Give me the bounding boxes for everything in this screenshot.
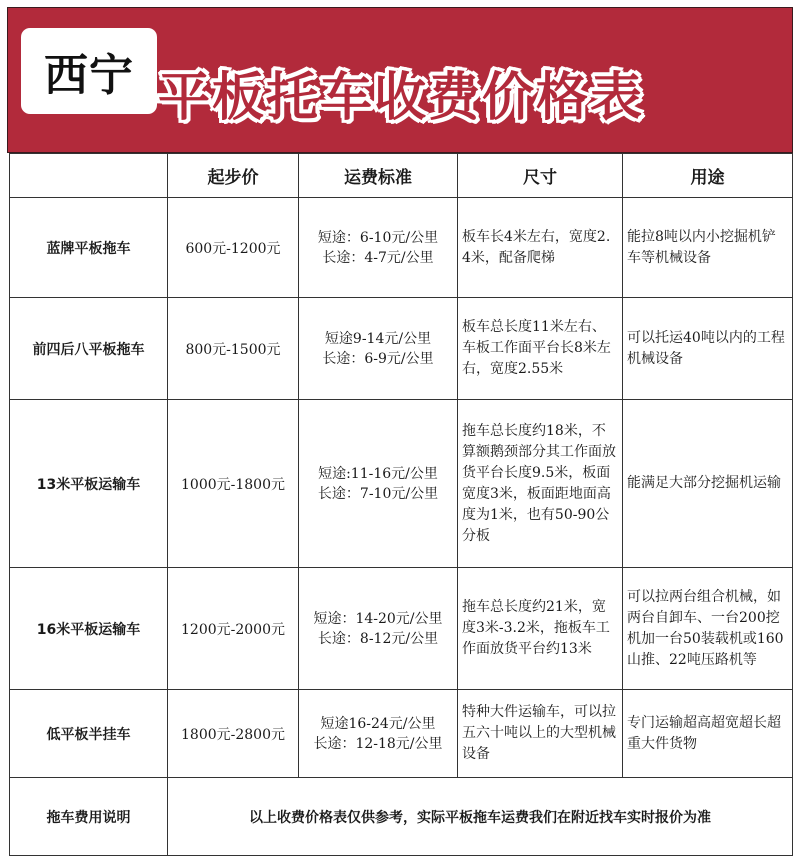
fee-long: 长途：7-10元/公里 xyxy=(317,485,439,502)
header-size: 尺寸 xyxy=(458,154,623,198)
vehicle-name: 16米平板运输车 xyxy=(10,568,168,690)
city-label: 西宁 xyxy=(21,28,157,114)
start-price: 1000元-1800元 xyxy=(168,400,299,568)
size-text: 拖车总长度约21米，宽度3米-3.2米，拖板车工作面放货平台约13米 xyxy=(458,568,623,690)
table-row xyxy=(10,568,793,690)
table-row xyxy=(10,400,793,568)
fee-standard xyxy=(299,568,458,690)
use-text: 能拉8吨以内小挖掘机铲车等机械设备 xyxy=(623,198,793,298)
header-banner xyxy=(7,7,793,153)
use-text: 能满足大部分挖掘机运输 xyxy=(623,400,793,568)
header-empty xyxy=(10,154,168,198)
note-text: 以上收费价格表仅供参考，实际平板拖车运费我们在附近找车实时报价为准 xyxy=(168,778,793,856)
header-use: 用途 xyxy=(623,154,793,198)
fee-standard xyxy=(299,400,458,568)
size-text: 拖车总长度约18米，不算额鹅颈部分其工作面放货平台长度9.5米，板面宽度3米，板面距地面高度为1米，也有50-90公分板 xyxy=(458,400,623,568)
fee-short: 短途:11-16元/公里 xyxy=(318,465,438,482)
fee-short: 短途16-24元/公里 xyxy=(320,715,436,732)
size-text: 特种大件运输车，可以拉五六十吨以上的大型机械设备 xyxy=(458,690,623,778)
price-table xyxy=(9,153,793,856)
table-row xyxy=(10,690,793,778)
table-header-row xyxy=(10,154,793,198)
fee-short: 短途9-14元/公里 xyxy=(324,330,432,347)
fee-short: 短途：14-20元/公里 xyxy=(313,610,443,627)
header-fee: 运费标准 xyxy=(299,154,458,198)
fee-standard xyxy=(299,298,458,400)
page-title: 平板托车收费价格表 xyxy=(158,67,645,128)
table-row xyxy=(10,198,793,298)
vehicle-name: 13米平板运输车 xyxy=(10,400,168,568)
use-text: 可以托运40吨以内的工程机械设备 xyxy=(623,298,793,400)
fee-long: 长途：8-12元/公里 xyxy=(317,630,439,647)
fee-long: 长途：4-7元/公里 xyxy=(322,249,434,266)
fee-standard xyxy=(299,198,458,298)
use-text: 可以拉两台组合机械，如两台自卸车、一台200挖机加一台50装载机或160山推、22吨压路机等 xyxy=(623,568,793,690)
fee-short: 短途：6-10元/公里 xyxy=(317,229,439,246)
note-row xyxy=(10,778,793,856)
fee-standard xyxy=(299,690,458,778)
note-label: 拖车费用说明 xyxy=(10,778,168,856)
start-price: 600元-1200元 xyxy=(168,198,299,298)
table-row xyxy=(10,298,793,400)
size-text: 板车总长度11米左右、车板工作面平台长8米左右，宽度2.55米 xyxy=(458,298,623,400)
vehicle-name: 前四后八平板拖车 xyxy=(10,298,168,400)
fee-long: 长途：12-18元/公里 xyxy=(313,735,443,752)
vehicle-name: 蓝牌平板拖车 xyxy=(10,198,168,298)
header-start-price: 起步价 xyxy=(168,154,299,198)
fee-long: 长途：6-9元/公里 xyxy=(322,350,434,367)
start-price: 1200元-2000元 xyxy=(168,568,299,690)
start-price: 800元-1500元 xyxy=(168,298,299,400)
use-text: 专门运输超高超宽超长超重大件货物 xyxy=(623,690,793,778)
start-price: 1800元-2800元 xyxy=(168,690,299,778)
vehicle-name: 低平板半挂车 xyxy=(10,690,168,778)
size-text: 板车长4米左右，宽度2.4米，配备爬梯 xyxy=(458,198,623,298)
